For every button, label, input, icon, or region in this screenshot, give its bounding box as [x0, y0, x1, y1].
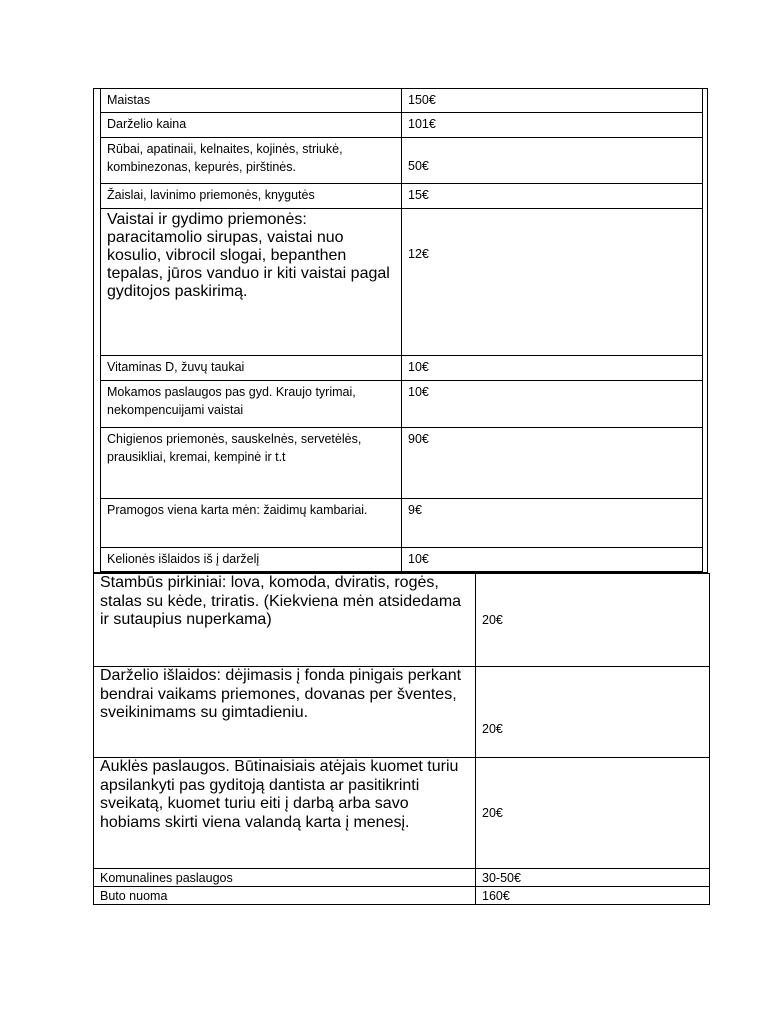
table-row — [101, 209, 703, 356]
item-cell: Vaistai ir gydimo priemonės: paracitamolio sirupas, vaistai nuo kosulio, vibrocil slogai, bepanthen tepalas, jūros vanduo ir kiti vaistai pagal gyditojos paskirimą. — [101, 209, 402, 356]
cost-cell — [476, 667, 710, 758]
item-cell: Auklės paslaugos. Būtinaisiais atėjais kuomet turiu apsilankyti pas gyditoją dantista ar pasitikrinti sveikatą, kuomet turiu eiti į darbą arba savo hobiams skirti viena valandą karta į menesį. — [94, 758, 476, 869]
cost-cell: 20€ — [476, 758, 710, 869]
table-row — [94, 887, 710, 905]
cost-value: 12€ — [408, 247, 429, 261]
cost-cell: 30-50€ — [476, 869, 710, 887]
table-row — [94, 667, 710, 758]
cost-cell: 10€ — [402, 548, 703, 572]
item-cell: Komunalines paslaugos — [94, 869, 476, 887]
item-cell: Kelionės išlaidos iš į darželį — [101, 548, 402, 572]
table-row — [101, 184, 703, 209]
cost-cell: 101€ — [402, 113, 703, 138]
table-row — [101, 138, 703, 184]
table-row — [94, 574, 710, 667]
item-cell: Pramogos viena karta mėn: žaidimų kambariai. — [101, 499, 402, 548]
expenses-table-top — [100, 88, 703, 572]
cost-cell — [402, 209, 703, 356]
item-cell: Žaislai, lavinimo priemonės, knygutės — [101, 184, 402, 209]
table-row — [94, 869, 710, 887]
cost-cell: 15€ — [402, 184, 703, 209]
item-cell: Buto nuoma — [94, 887, 476, 905]
table-row — [101, 381, 703, 428]
cost-value: 20€ — [482, 722, 503, 736]
cost-cell: 150€ — [402, 89, 703, 113]
table-row — [101, 428, 703, 499]
table-row — [101, 89, 703, 113]
table-row — [101, 356, 703, 381]
cost-cell: 10€ — [402, 356, 703, 381]
item-cell: Mokamos paslaugos pas gyd. Kraujo tyrimai, nekompencuijami vaistai — [101, 381, 402, 428]
table-row — [101, 548, 703, 572]
cost-cell: 9€ — [402, 499, 703, 548]
table-row — [101, 113, 703, 138]
item-cell: Darželio išlaidos: dėjimasis į fonda pinigais perkant bendrai vaikams priemones, dovanas per šventes, sveikinimams su gimtadieniu. — [94, 667, 476, 758]
item-cell: Vitaminas D, žuvų taukai — [101, 356, 402, 381]
expenses-table-bottom — [93, 573, 710, 905]
cost-cell: 20€ — [476, 574, 710, 667]
item-cell: Chigienos priemonės, sauskelnės, servetėlės, prausikliai, kremai, kempinė ir t.t — [101, 428, 402, 499]
cost-value: 50€ — [408, 159, 429, 173]
cost-cell: 10€ — [402, 381, 703, 428]
item-cell: Darželio kaina — [101, 113, 402, 138]
item-cell: Rūbai, apatinaii, kelnaites, kojinės, striukė, kombinezonas, kepurės, pirštinės. — [101, 138, 402, 184]
item-cell: Stambūs pirkiniai: lova, komoda, dviratis, rogės, stalas su kėde, triratis. (Kiekviena mėn atsidedama ir sutaupius nuperkama) — [94, 574, 476, 667]
cost-cell: 160€ — [476, 887, 710, 905]
cost-cell: 90€ — [402, 428, 703, 499]
table-row — [94, 758, 710, 869]
cost-cell — [402, 138, 703, 184]
item-cell: Maistas — [101, 89, 402, 113]
table-row — [101, 499, 703, 548]
